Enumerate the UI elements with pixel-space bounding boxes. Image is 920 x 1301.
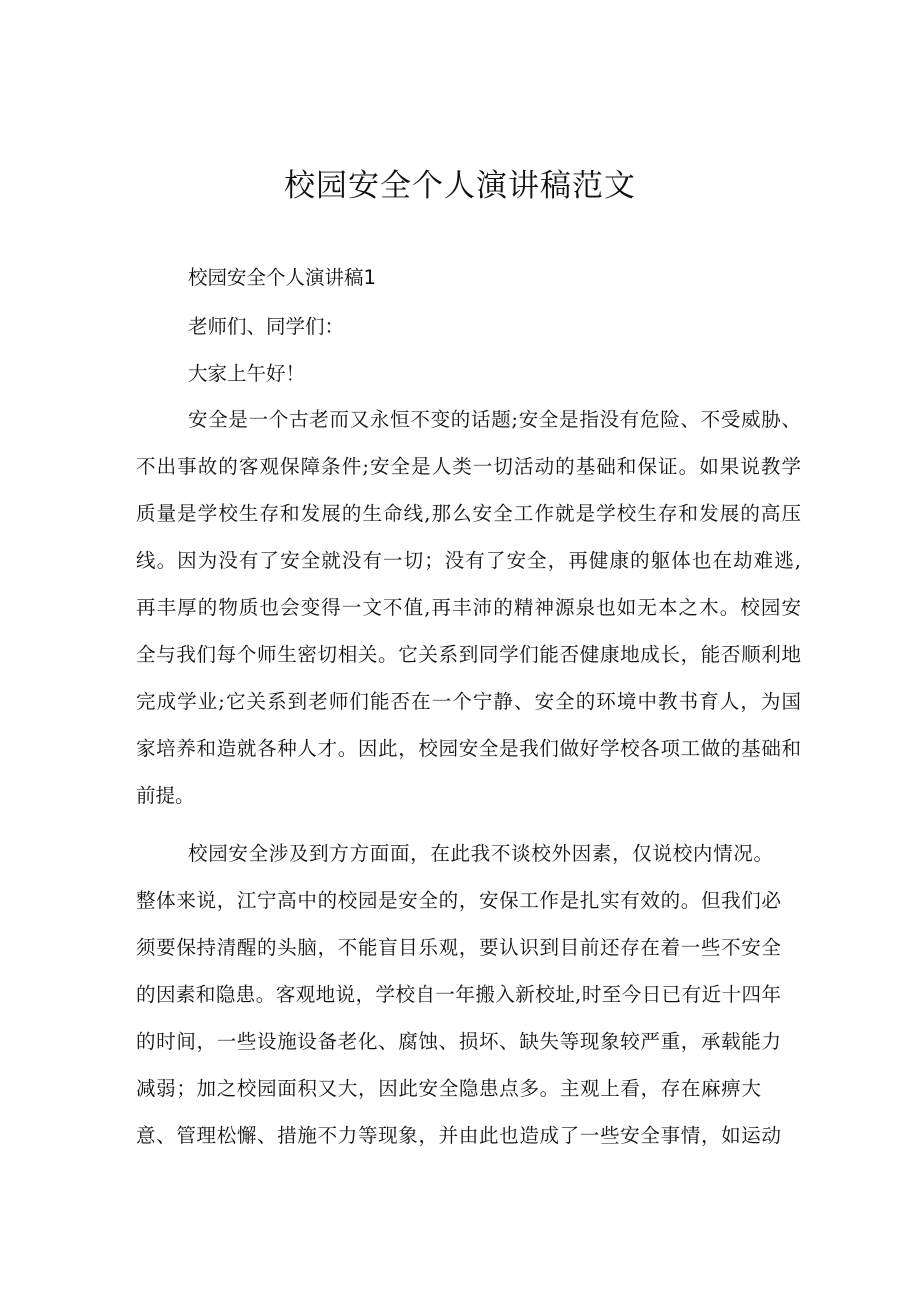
paragraph-line: 线。因为没有了安全就没有一切；没有了安全，再健康的躯体也在劫难逃, bbox=[136, 549, 801, 572]
paragraph-line: 校园安全涉及到方方面面，在此我不谈校外因素，仅说校内情况。 bbox=[188, 842, 773, 865]
paragraph-line: 前提。 bbox=[136, 784, 195, 807]
salutation: 老师们、同学们： bbox=[188, 315, 345, 338]
paragraph-line: 整体来说，江宁高中的校园是安全的，安保工作是扎实有效的。但我们必 bbox=[136, 889, 781, 912]
paragraph-line: 再丰厚的物质也会变得一文不值,再丰沛的精神源泉也如无本之木。校园安 bbox=[136, 596, 801, 619]
paragraph-line: 意、管理松懈、措施不力等现象，并由此也造成了一些安全事情，如运动 bbox=[136, 1124, 781, 1147]
paragraph-line: 家培养和造就各种人才。因此，校园安全是我们做好学校各项工做的基础和 bbox=[136, 737, 801, 760]
paragraph-line: 减弱；加之校园面积又大，因此安全隐患点多。主观上看，存在麻痹大 bbox=[136, 1077, 761, 1100]
paragraph-line: 的时间，一些设施设备老化、腐蚀、损坏、缺失等现象较严重，承载能力 bbox=[136, 1030, 781, 1053]
paragraph-line: 的因素和隐患。客观地说，学校自一年搬入新校址,时至今日已有近十四年 bbox=[136, 983, 781, 1006]
paragraph-line: 不出事故的客观保障条件;安全是人类一切活动的基础和保证。如果说教学 bbox=[136, 455, 801, 478]
paragraph-line: 须要保持清醒的头脑，不能盲目乐观，要认识到目前还存在着一些不安全 bbox=[136, 936, 781, 959]
paragraph-line: 质量是学校生存和发展的生命线,那么安全工作就是学校生存和发展的高压 bbox=[136, 502, 801, 525]
document-title: 校园安全个人演讲稿范文 bbox=[284, 168, 636, 204]
greeting: 大家上午好！ bbox=[188, 362, 306, 385]
speech-subheading: 校园安全个人演讲稿1 bbox=[188, 266, 376, 289]
paragraph-line: 完成学业;它关系到老师们能否在一个宁静、安全的环境中教书育人，为国 bbox=[136, 690, 801, 713]
paragraph-line: 全与我们每个师生密切相关。它关系到同学们能否健康地成长，能否顺利地 bbox=[136, 643, 801, 666]
paragraph-line: 安全是一个古老而又永恒不变的话题;安全是指没有危险、不受威胁、 bbox=[188, 408, 801, 431]
